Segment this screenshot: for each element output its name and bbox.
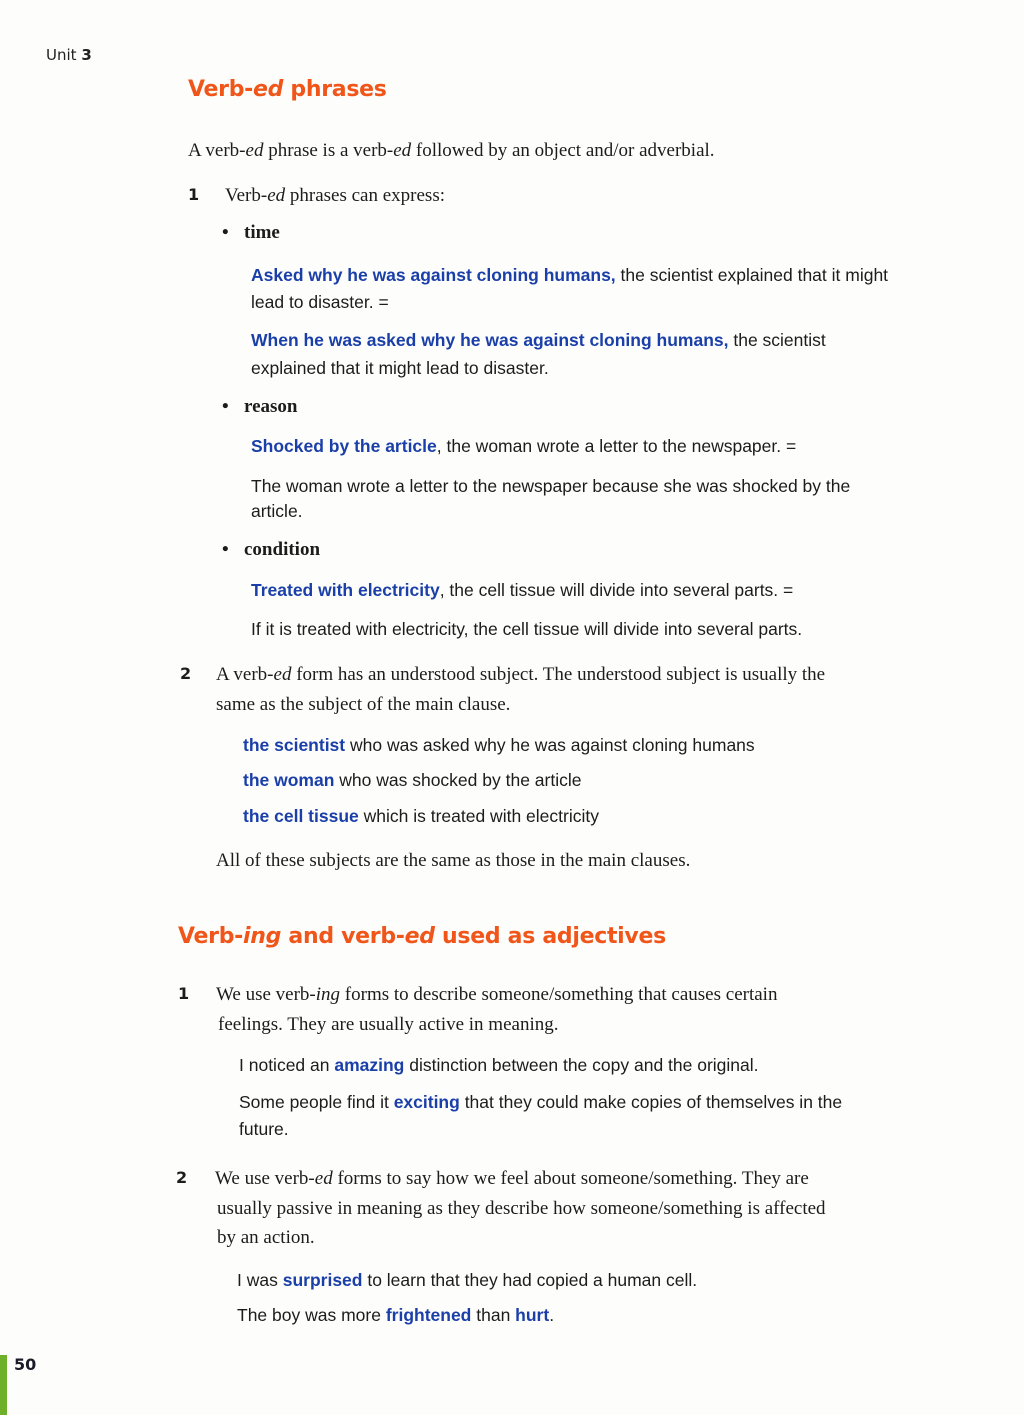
point-text: Verb-ed phrases can express: (225, 185, 445, 206)
example-sentence: The boy was more frightened than hurt. (237, 1305, 555, 1325)
example-sentence: lead to disaster. = (251, 292, 389, 312)
example-sentence: Treated with electricity, the cell tissue will divide into several parts. = (251, 580, 794, 600)
conclusion-text: All of these subjects are the same as those in the main clauses. (216, 850, 691, 871)
unit-label: Unit 3 (46, 46, 92, 64)
point-text: by an action. (217, 1227, 315, 1248)
example-sentence: future. (239, 1119, 289, 1139)
bullet-time: • time (222, 222, 280, 243)
page-number: 50 (14, 1355, 37, 1374)
example-sentence: I was surprised to learn that they had copied a human cell. (237, 1270, 698, 1290)
bullet-icon: • (222, 539, 229, 560)
point-number: 1 (178, 984, 190, 1003)
point-number: 2 (180, 664, 192, 683)
point-text: We use verb-ing forms to describe someone/something that causes certain (216, 984, 778, 1005)
example-sentence: Shocked by the article, the woman wrote a letter to the newspaper. = (251, 436, 797, 456)
example-sentence: Some people find it exciting that they could make copies of themselves in the (239, 1092, 843, 1112)
bullet-condition: • condition (222, 539, 321, 560)
point-text: A verb-ed form has an understood subject. The understood subject is usually the (216, 664, 826, 685)
example-sentence: When he was asked why he was against cloning humans, the scientist (251, 330, 826, 350)
example-sentence: article. (251, 501, 303, 521)
example-sentence: I noticed an amazing distinction between the copy and the original. (239, 1055, 759, 1075)
point-number: 1 (188, 185, 200, 204)
point-text: usually passive in meaning as they describe how someone/something is affected (217, 1198, 826, 1219)
point-number: 2 (176, 1168, 188, 1187)
bullet-icon: • (222, 396, 229, 417)
example-phrase: the scientist who was asked why he was against cloning humans (243, 735, 755, 755)
bullet-reason: • reason (222, 396, 298, 417)
section-heading-verb-ing-and-verb-ed: Verb-ing and verb-ed used as adjectives (178, 924, 666, 949)
example-sentence: Asked why he was against cloning humans, the scientist explained that it might (251, 265, 889, 285)
point-text: We use verb-ed forms to say how we feel about someone/something. They are (215, 1168, 809, 1189)
example-sentence: If it is treated with electricity, the cell tissue will divide into several parts. (251, 619, 803, 639)
point-text: feelings. They are usually active in meaning. (218, 1014, 559, 1035)
example-phrase: the woman who was shocked by the article (243, 770, 582, 790)
example-phrase: the cell tissue which is treated with electricity (243, 806, 599, 826)
section-heading-verb-ed-phrases: Verb-ed phrases (188, 77, 387, 102)
page-edge-color-strip (0, 1355, 7, 1415)
intro-text: A verb-ed phrase is a verb-ed followed by an object and/or adverbial. (188, 140, 715, 161)
example-sentence: The woman wrote a letter to the newspaper because she was shocked by the (251, 476, 851, 496)
example-sentence: explained that it might lead to disaster. (251, 358, 549, 378)
bullet-icon: • (222, 222, 229, 243)
point-text: same as the subject of the main clause. (216, 694, 511, 715)
